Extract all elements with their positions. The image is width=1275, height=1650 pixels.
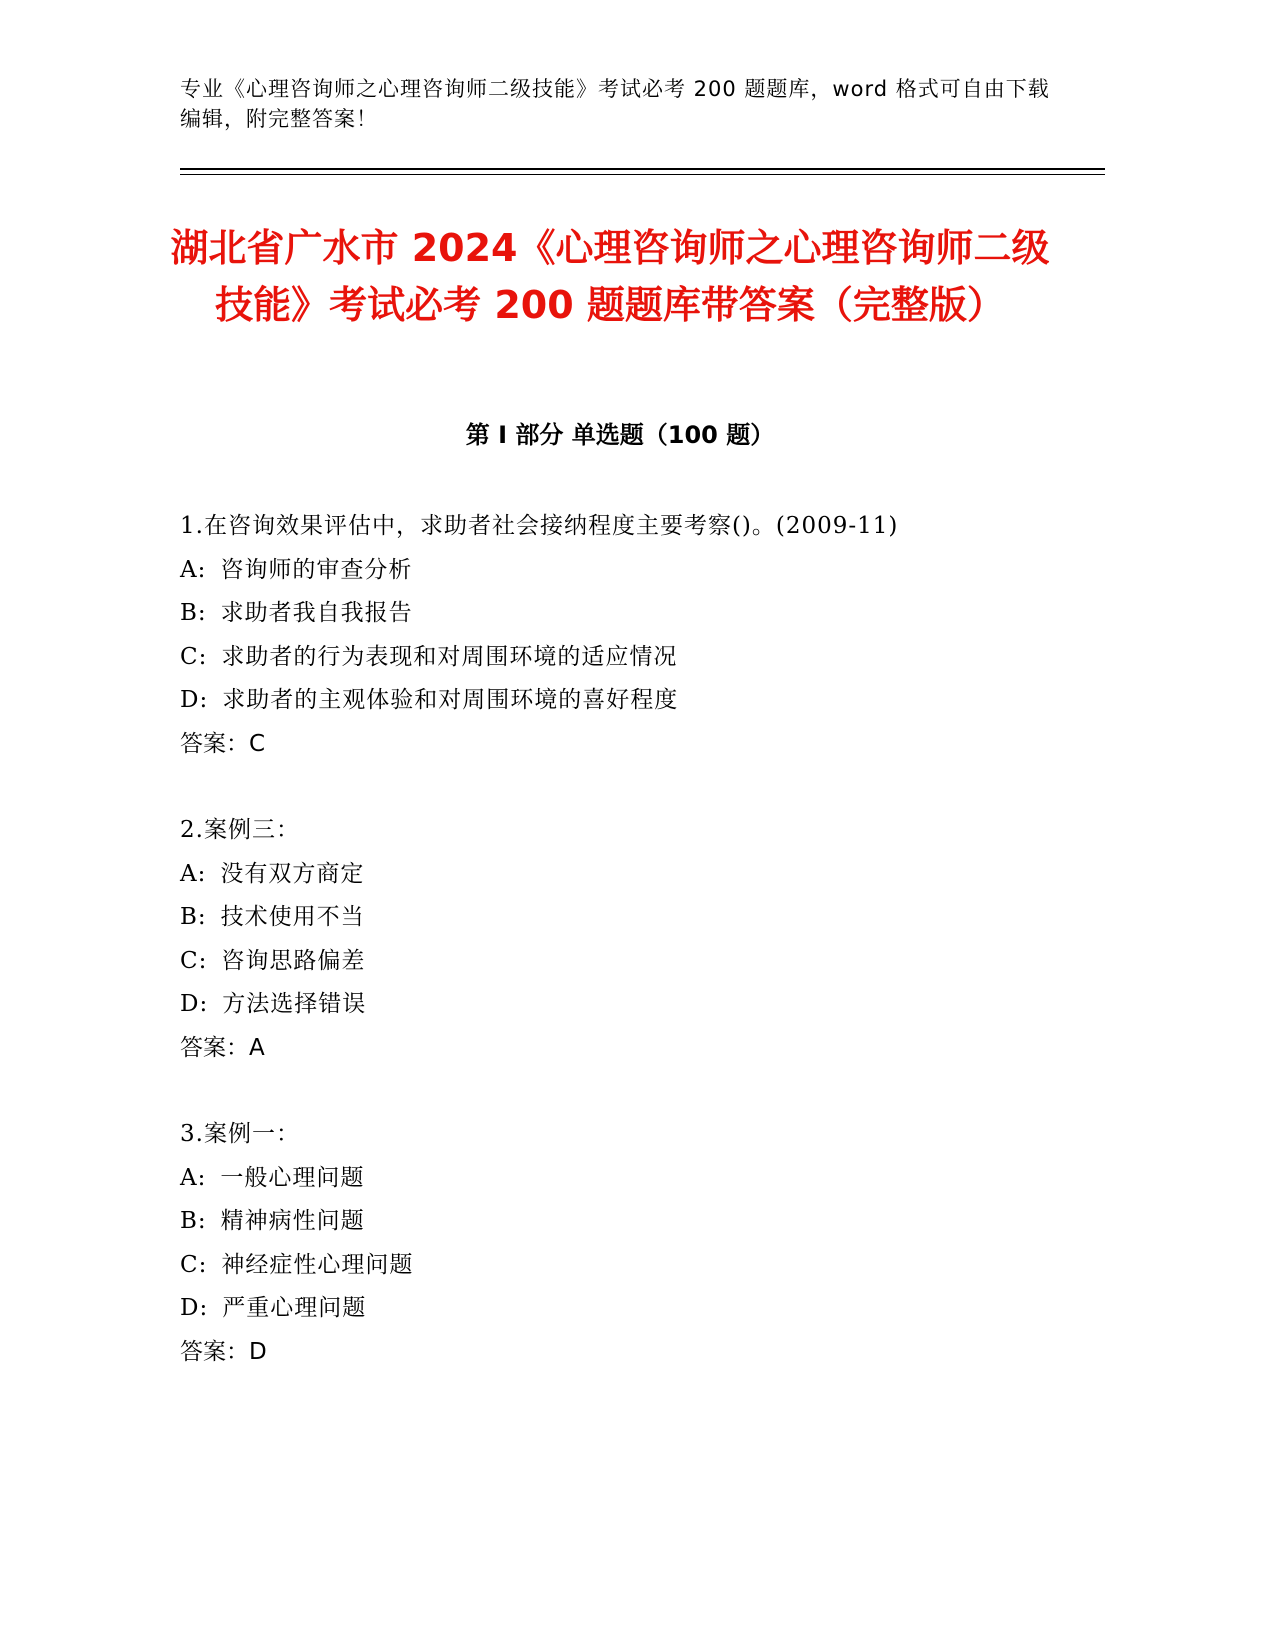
option-b — [180, 1200, 1080, 1244]
option-key: A: — [180, 556, 207, 583]
answer-line: 答案：D — [180, 1338, 267, 1365]
option-c — [180, 940, 1080, 984]
option-a — [180, 549, 1080, 593]
option-b — [180, 592, 1080, 636]
option-text: 方法选择错误 — [222, 991, 367, 1017]
option-text: 咨询思路偏差 — [221, 947, 366, 974]
option-text: 求助者的行为表现和对周围环境的适应情况 — [221, 643, 678, 670]
option-text: 技术使用不当 — [220, 904, 365, 930]
section-heading: 第 I 部分 单选题（100 题） — [465, 421, 775, 449]
option-key: B: — [180, 904, 207, 930]
option-text: 严重心理问题 — [222, 1295, 367, 1321]
option-text: 精神病性问题 — [220, 1208, 365, 1234]
option-a — [180, 853, 1080, 897]
option-key: C: — [180, 643, 208, 670]
option-key: B: — [180, 600, 207, 626]
header-divider-thick — [180, 168, 1105, 170]
header-divider-thin — [180, 174, 1105, 175]
option-text: 没有双方商定 — [220, 860, 365, 887]
option-d — [180, 1287, 1080, 1331]
question-list — [180, 505, 1080, 1417]
option-text: 求助者的主观体验和对周围环境的喜好程度 — [222, 687, 679, 713]
question-stem: 1.在咨询效果评估中，求助者社会接纳程度主要考察()。(2009-11) — [180, 513, 899, 539]
answer-line: 答案：A — [180, 1034, 265, 1061]
option-text: 一般心理问题 — [220, 1164, 365, 1191]
option-c — [180, 1244, 1080, 1288]
option-d — [180, 679, 1080, 723]
question-stem: 2.案例三： — [180, 817, 300, 843]
option-text: 求助者我自我报告 — [220, 600, 413, 626]
answer-line: 答案：C — [180, 730, 266, 757]
option-b — [180, 896, 1080, 940]
option-key: D: — [180, 1295, 209, 1321]
question-1 — [180, 505, 1080, 766]
question-stem: 3.案例一： — [180, 1121, 300, 1147]
option-d — [180, 983, 1080, 1027]
option-key: C: — [180, 947, 208, 974]
option-key: D: — [180, 687, 209, 713]
option-key: C: — [180, 1251, 208, 1278]
option-key: A: — [180, 860, 207, 887]
option-text: 咨询师的审查分析 — [220, 556, 413, 583]
option-a — [180, 1157, 1080, 1201]
option-c — [180, 636, 1080, 680]
option-text: 神经症性心理问题 — [221, 1251, 414, 1278]
option-key: A: — [180, 1164, 207, 1191]
header-note: 专业《心理咨询师之心理咨询师二级技能》考试必考 200 题题库，word 格式可自由下载编辑，附完整答案！ — [180, 77, 1050, 131]
option-key: D: — [180, 991, 209, 1017]
document-title: 湖北省广水市 2024《心理咨询师之心理咨询师二级技能》考试必考 200 题题库带答案（完整版） — [170, 226, 1050, 327]
question-3 — [180, 1113, 1080, 1374]
option-key: B: — [180, 1208, 207, 1234]
question-2 — [180, 809, 1080, 1070]
